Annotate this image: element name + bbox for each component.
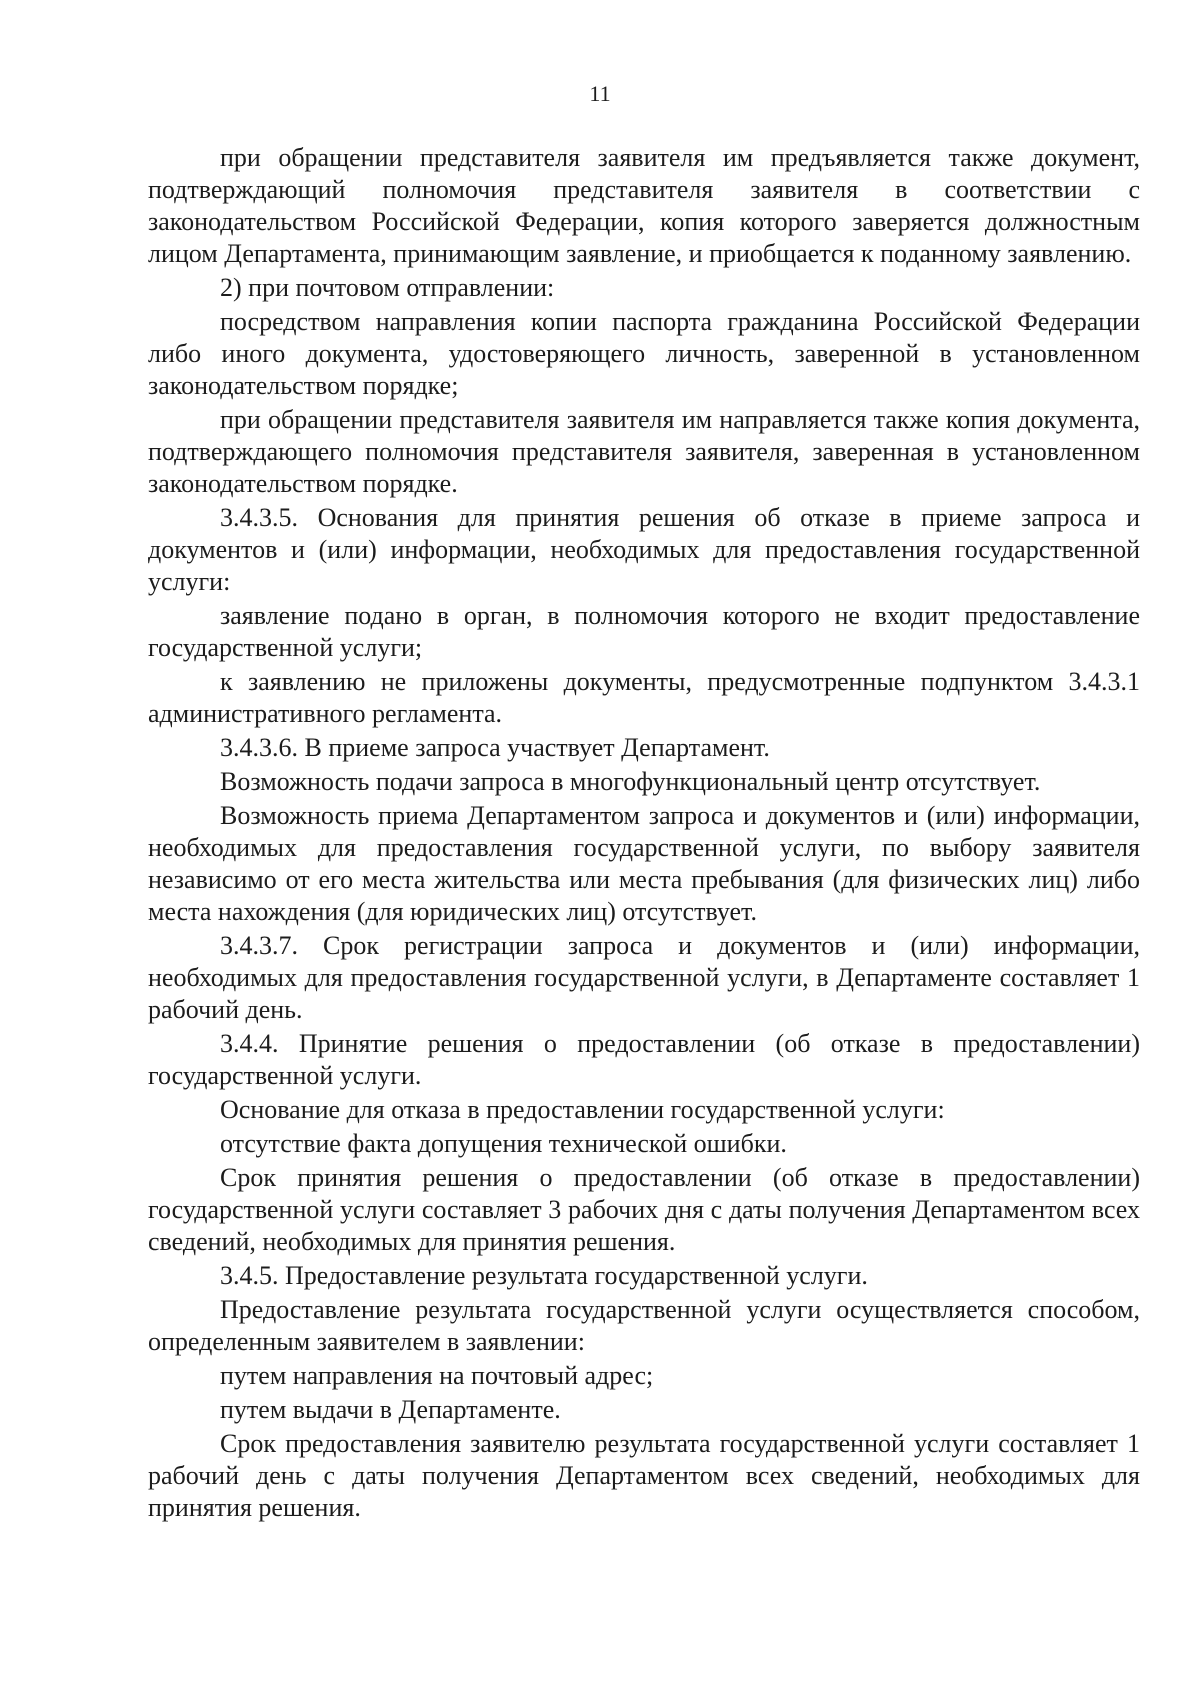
paragraph-representative-document: при обращении представителя заявителя им предъявляется также документ, подтверждающий полномочия представителя заявителя в соответствии с законодательством Российской Федерации, копия которого заверяется должностным лицом Департамента, принимающим заявление, и приобщается к поданному заявлению. xyxy=(148,143,1140,268)
paragraph-extraterritorial: Возможность приема Департаментом запроса и документов и (или) информации, необходимых для предоставления государственной услуги, по выбору заявителя независимо от его места жительства или места пребывания (для физических лиц) либо места нахождения (для юридических лиц) отсутствует. xyxy=(148,801,1140,926)
paragraph-3-4-3-7: 3.4.3.7. Срок регистрации запроса и документов и (или) информации, необходимых для предоставления государственной услуги, в Департаменте составляет 1 рабочий день. xyxy=(148,931,1140,1024)
paragraph-3-4-3-5: 3.4.3.5. Основания для принятия решения об отказе в приеме запроса и документов и (или) информации, необходимых для предоставления государственной услуги: xyxy=(148,503,1140,596)
paragraph-missing-documents: к заявлению не приложены документы, предусмотренные подпунктом 3.4.3.1 административного регламента. xyxy=(148,667,1140,728)
paragraph-decision-term: Срок принятия решения о предоставлении (об отказе в предоставлении) государственной услуги составляет 3 рабочих дня с даты получения Департаментом всех сведений, необходимых для принятия решения. xyxy=(148,1163,1140,1256)
paragraph-no-technical-error: отсутствие факта допущения технической ошибки. xyxy=(220,1129,787,1158)
paragraph-3-4-5: 3.4.5. Предоставление результата государственной услуги. xyxy=(220,1261,868,1290)
paragraph-3-4-4: 3.4.4. Принятие решения о предоставлении (об отказе в предоставлении) государственной услуги. xyxy=(148,1029,1140,1090)
document-body xyxy=(148,142,1140,1524)
paragraph-3-4-3-6: 3.4.3.6. В приеме запроса участвует Департамент. xyxy=(220,733,770,762)
paragraph-mfc-absent: Возможность подачи запроса в многофункциональный центр отсутствует. xyxy=(220,767,1041,796)
paragraph-result-term: Срок предоставления заявителю результата государственной услуги составляет 1 рабочий день с даты получения Департаментом всех сведений, необходимых для принятия решения. xyxy=(148,1429,1140,1522)
page-number: 11 xyxy=(589,81,611,106)
paragraph-passport-copy: посредством направления копии паспорта гражданина Российской Федерации либо иного документа, удостоверяющего личность, заверенной в установленном законодательством порядке; xyxy=(148,307,1140,400)
paragraph-by-mail: путем направления на почтовый адрес; xyxy=(220,1361,654,1390)
paragraph-result-method: Предоставление результата государственной услуги осуществляется способом, определенным заявителем в заявлении: xyxy=(148,1295,1140,1356)
paragraph-wrong-authority: заявление подано в орган, в полномочия которого не входит предоставление государственной услуги; xyxy=(148,601,1140,662)
paragraph-in-department: путем выдачи в Департаменте. xyxy=(220,1395,561,1424)
paragraph-refusal-basis: Основание для отказа в предоставлении государственной услуги: xyxy=(220,1095,945,1124)
paragraph-postal-item: 2) при почтовом отправлении: xyxy=(220,273,555,302)
paragraph-representative-copy: при обращении представителя заявителя им направляется также копия документа, подтверждающего полномочия представителя заявителя, заверенная в установленном законодательством порядке. xyxy=(148,405,1140,498)
